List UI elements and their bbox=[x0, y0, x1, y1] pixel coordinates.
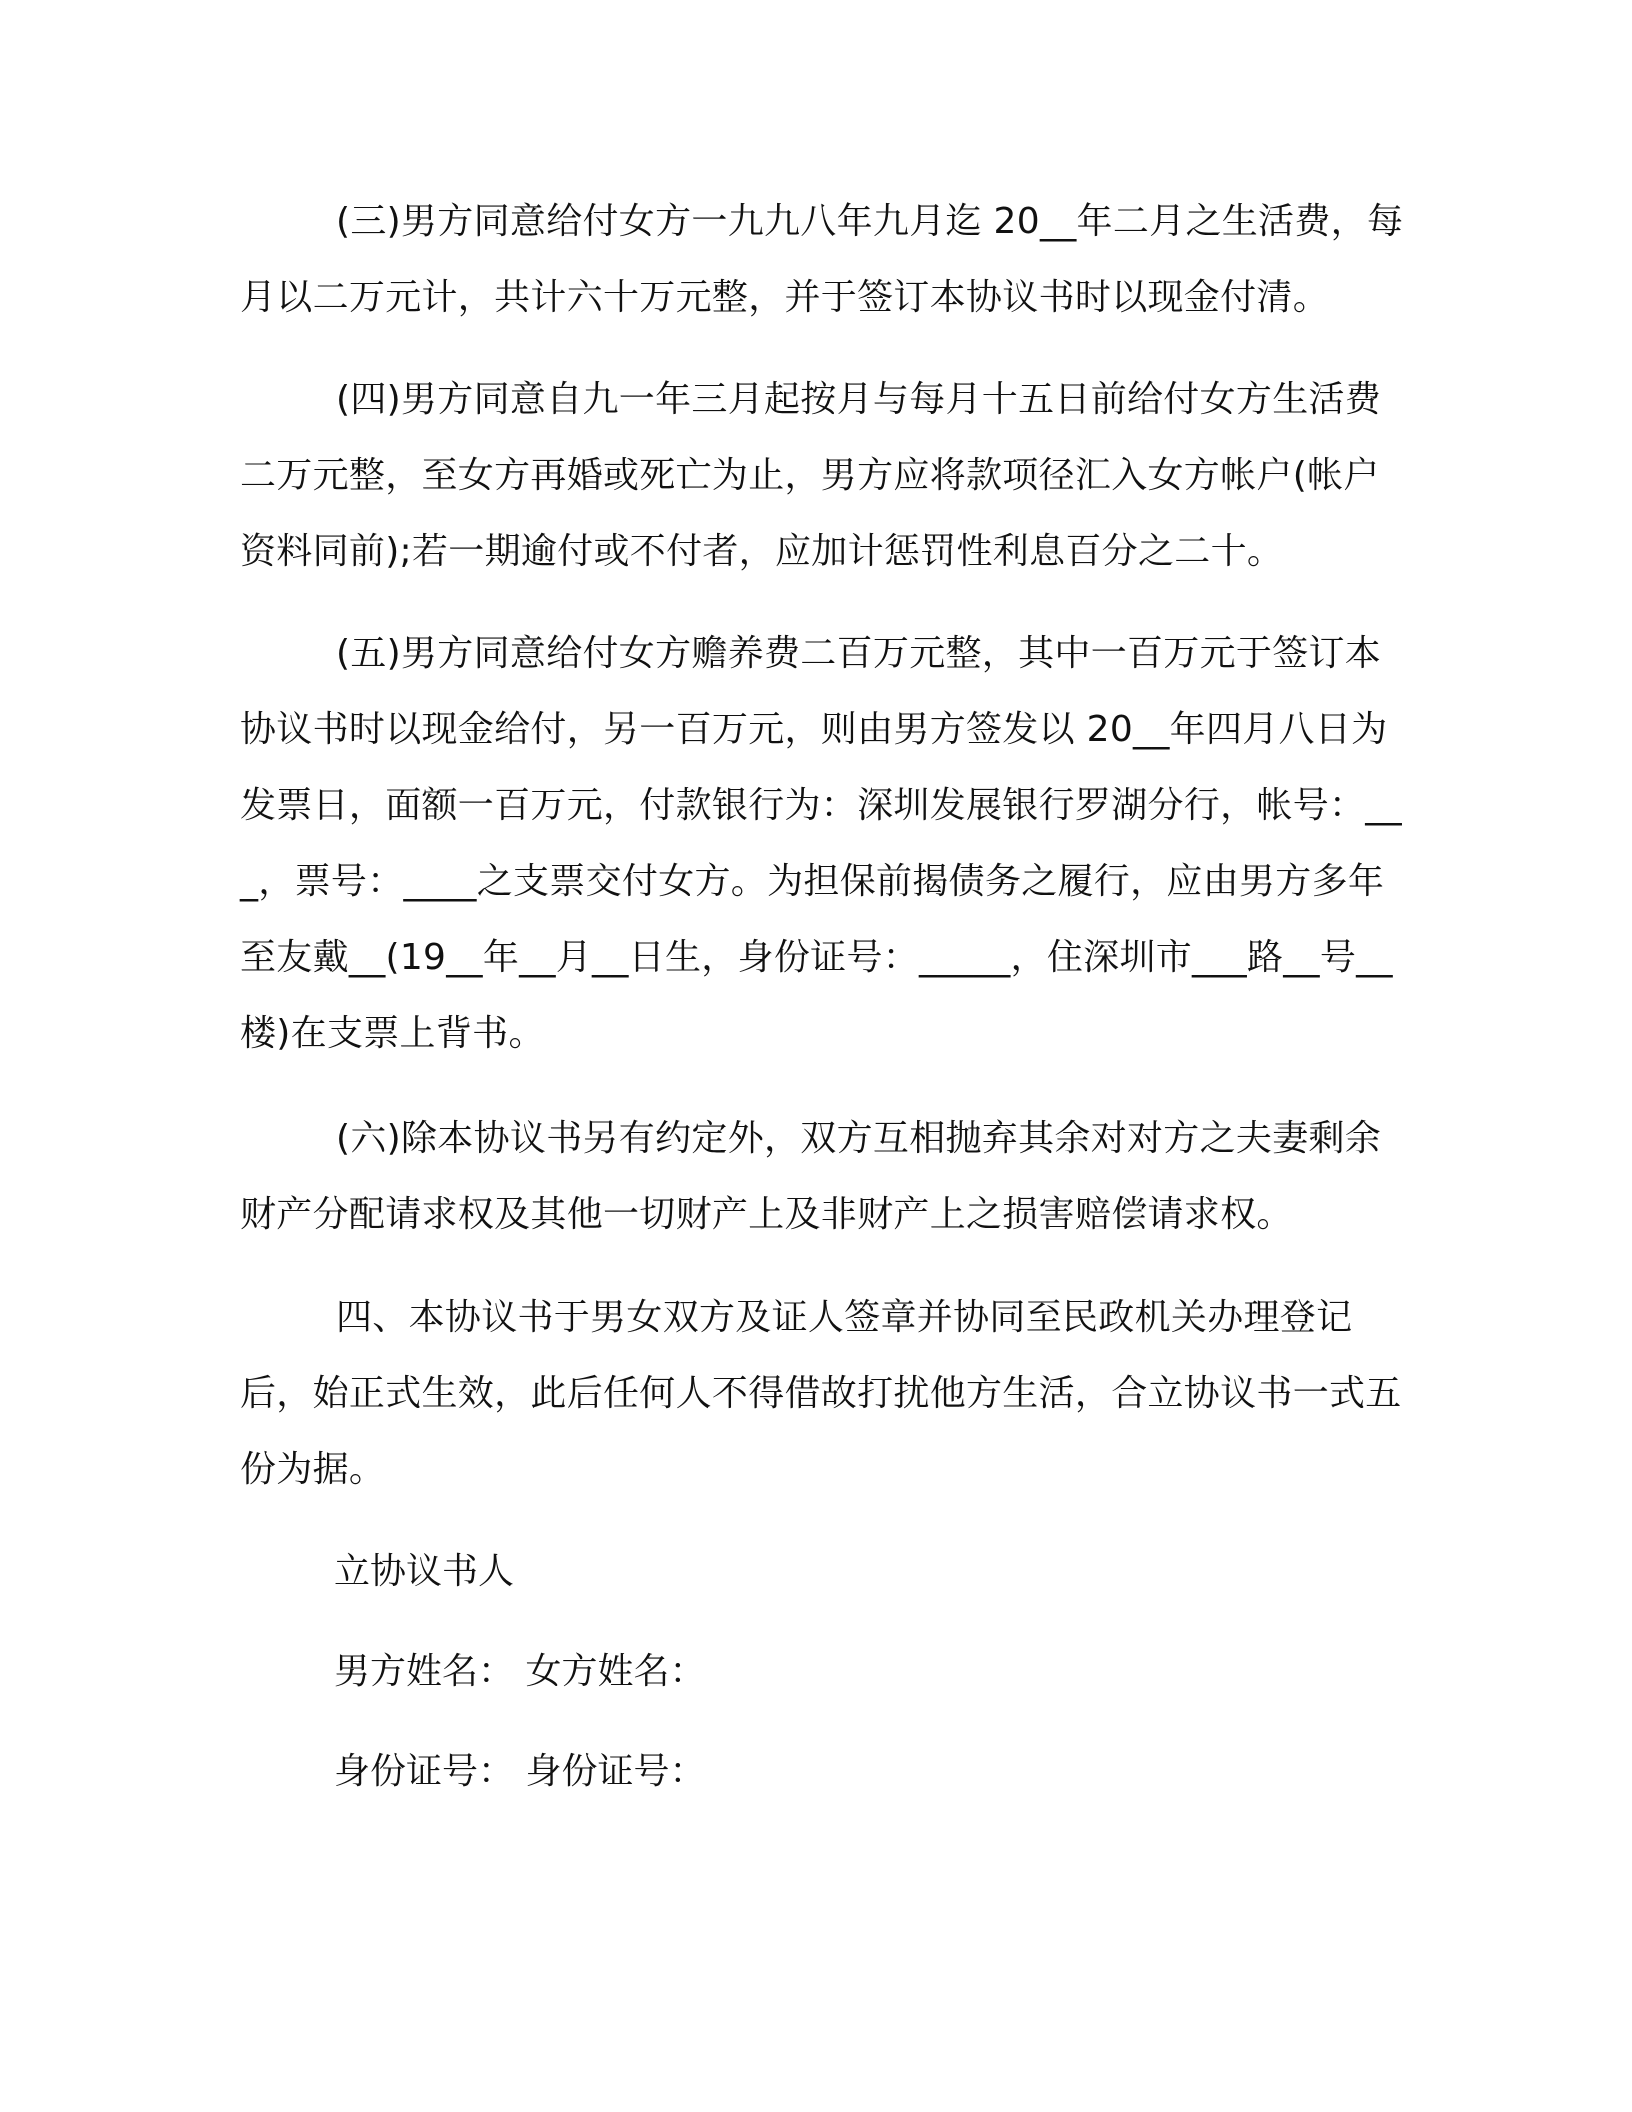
clause-five-paragraph: (五)男方同意给付女方赡养费二百万元整，其中一百万元于签订本协议书时以现金给付，另一百万元，则由男方签发以 20__年四月八日为发票日，面额一百万元，付款银行为：深圳发展银行罗湖分行，帐号：___，票号：____之支票交付女方。为担保前揭债务之履行，应由男方多年至友戴__(19__年__月__日生，身份证号：_____，住深圳市___路__号__楼)在支票上背书。 bbox=[240, 633, 1402, 1054]
id-number-line: 身份证号： 身份证号： bbox=[334, 1751, 706, 1792]
name-line: 男方姓名： 女方姓名： bbox=[334, 1651, 706, 1692]
clause-six-paragraph: (六)除本协议书另有约定外，双方互相抛弃其余对对方之夫妻剩余财产分配请求权及其他一切财产上及非财产上之损害赔偿请求权。 bbox=[240, 1118, 1382, 1235]
clause-three-paragraph: (三)男方同意给付女方一九九八年九月迄 20__年二月之生活费，每月以二万元计，共计六十万元整，并于签订本协议书时以现金付清。 bbox=[240, 201, 1404, 318]
clause-four-paragraph: (四)男方同意自九一年三月起按月与每月十五日前给付女方生活费二万元整，至女方再婚或死亡为止，男方应将款项径汇入女方帐户(帐户资料同前);若一期逾付或不付者，应加计惩罚性利息百分之二十。 bbox=[240, 379, 1382, 572]
signers-heading: 立协议书人 bbox=[334, 1551, 515, 1592]
section-four-paragraph: 四、本协议书于男女双方及证人签章并协同至民政机关办理登记后，始正式生效，此后任何人不得借故打扰他方生活，合立协议书一式五份为据。 bbox=[240, 1297, 1402, 1490]
